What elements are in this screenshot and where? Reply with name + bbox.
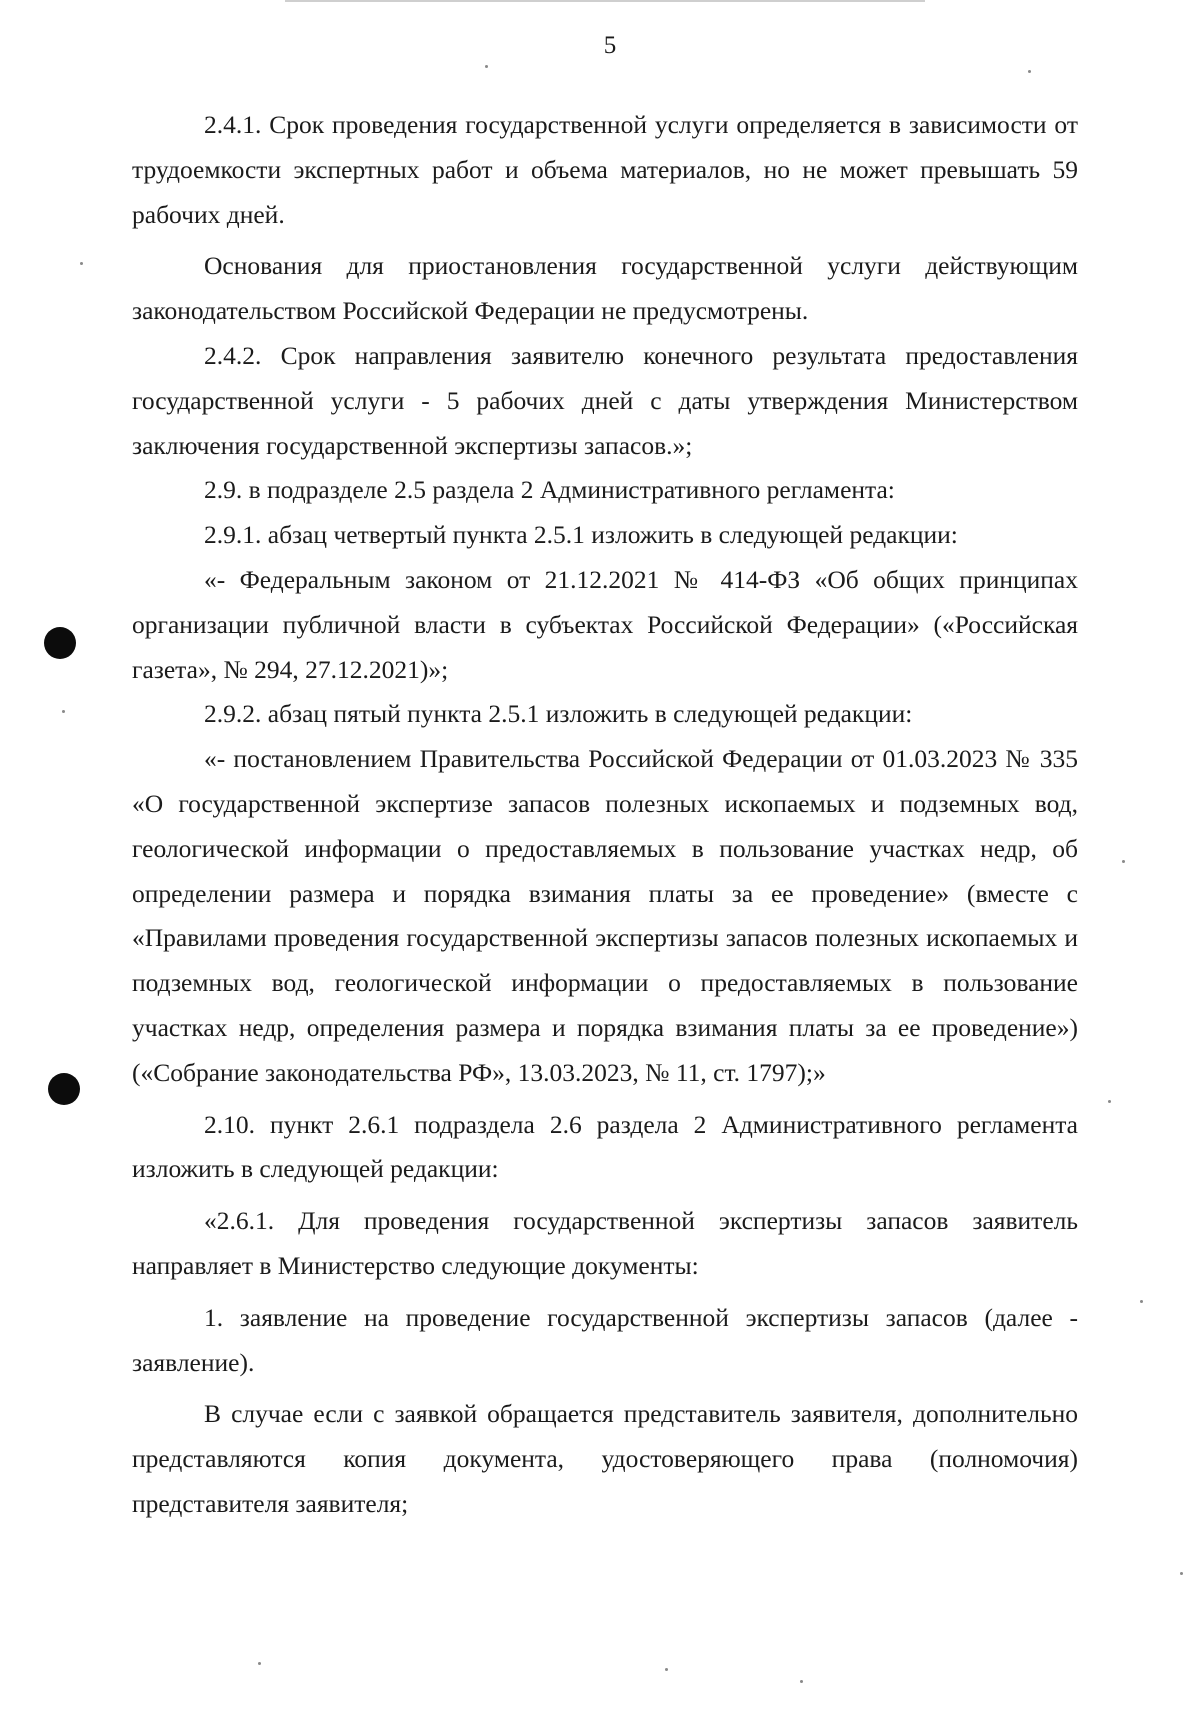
paragraph-2-6-1: «2.6.1. Для проведения государственной экспертизы запасов заявитель направляет в Министерство следующие документы: [132,1206,1078,1280]
paragraph-2-4-1: 2.4.1. Срок проведения государственной услуги определяется в зависимости от трудоемкости экспертных работ и объема материалов, но не может превышать 59 рабочих дней. [132,110,1078,229]
paragraph-suspension-grounds: Основания для приостановления государственной услуги действующим законодательством Российской Федерации не предусмотрены. [132,251,1078,326]
paragraph-2-10: 2.10. пункт 2.6.1 подраздела 2.6 раздела 2 Административного регламента изложить в следующей редакции: [132,1109,1078,1184]
paragraph-2-4-2: 2.4.2. Срок направления заявителю конечного результата предоставления государственной услуги - 5 рабочих дней с даты утверждения Министерством заключения государственной экспертизы запасов.»; [132,340,1078,460]
paragraph-2-9-2: 2.9.2. абзац пятый пункта 2.5.1 изложить в следующей редакции: [204,699,913,729]
scan-speck [1180,1572,1183,1575]
scan-speck [1028,70,1031,73]
paragraph-representative: В случае если с заявкой обращается представитель заявителя, дополнительно представляются копия документа, удостоверяющего права (полномочия) представителя заявителя; [132,1399,1078,1518]
binder-hole [48,1073,80,1105]
scan-speck [62,710,65,713]
document-body [132,103,1078,1527]
scan-speck [485,65,488,68]
paragraph-government-decree: «- постановлением Правительства Российской Федерации от 01.03.2023 № 335 «О государственной экспертизе запасов полезных ископаемых и подземных вод, геологической информации о предоставляемых в пользование участках недр, об определении размера и порядка взимания платы за ее проведение» (вместе с «Правилами проведения государственной экспертизы запасов полезных ископаемых и подземных вод, геологической информации о предоставляемых в пользование участках недр, определения размера и порядка взимания платы за ее проведение») («Собрание законодательства РФ», 13.03.2023, № 11, ст. 1797);» [132,744,1078,1087]
binder-hole [44,627,76,659]
scan-speck [1122,860,1125,863]
paragraph-2-9: 2.9. в подразделе 2.5 раздела 2 Административного регламента: [204,475,895,505]
paragraph-2-9-1: 2.9.1. абзац четвертый пункта 2.5.1 изложить в следующей редакции: [204,520,958,550]
paragraph-federal-law: «- Федеральным законом от 21.12.2021 № 414-ФЗ «Об общих принципах организации публичной власти в субъектах Российской Федерации» («Российская газета», № 294, 27.12.2021)»; [132,564,1078,684]
scan-speck [80,262,83,265]
paragraph-item-1: 1. заявление на проведение государственной экспертизы запасов (далее - заявление). [132,1302,1078,1377]
page-number: 5 [603,32,617,59]
scan-speck [665,1668,668,1671]
scan-speck [1140,1300,1143,1303]
scan-speck [800,1680,803,1683]
scan-speck [1108,1100,1111,1103]
scan-speck [258,1662,261,1665]
scan-top-edge [285,0,925,2]
